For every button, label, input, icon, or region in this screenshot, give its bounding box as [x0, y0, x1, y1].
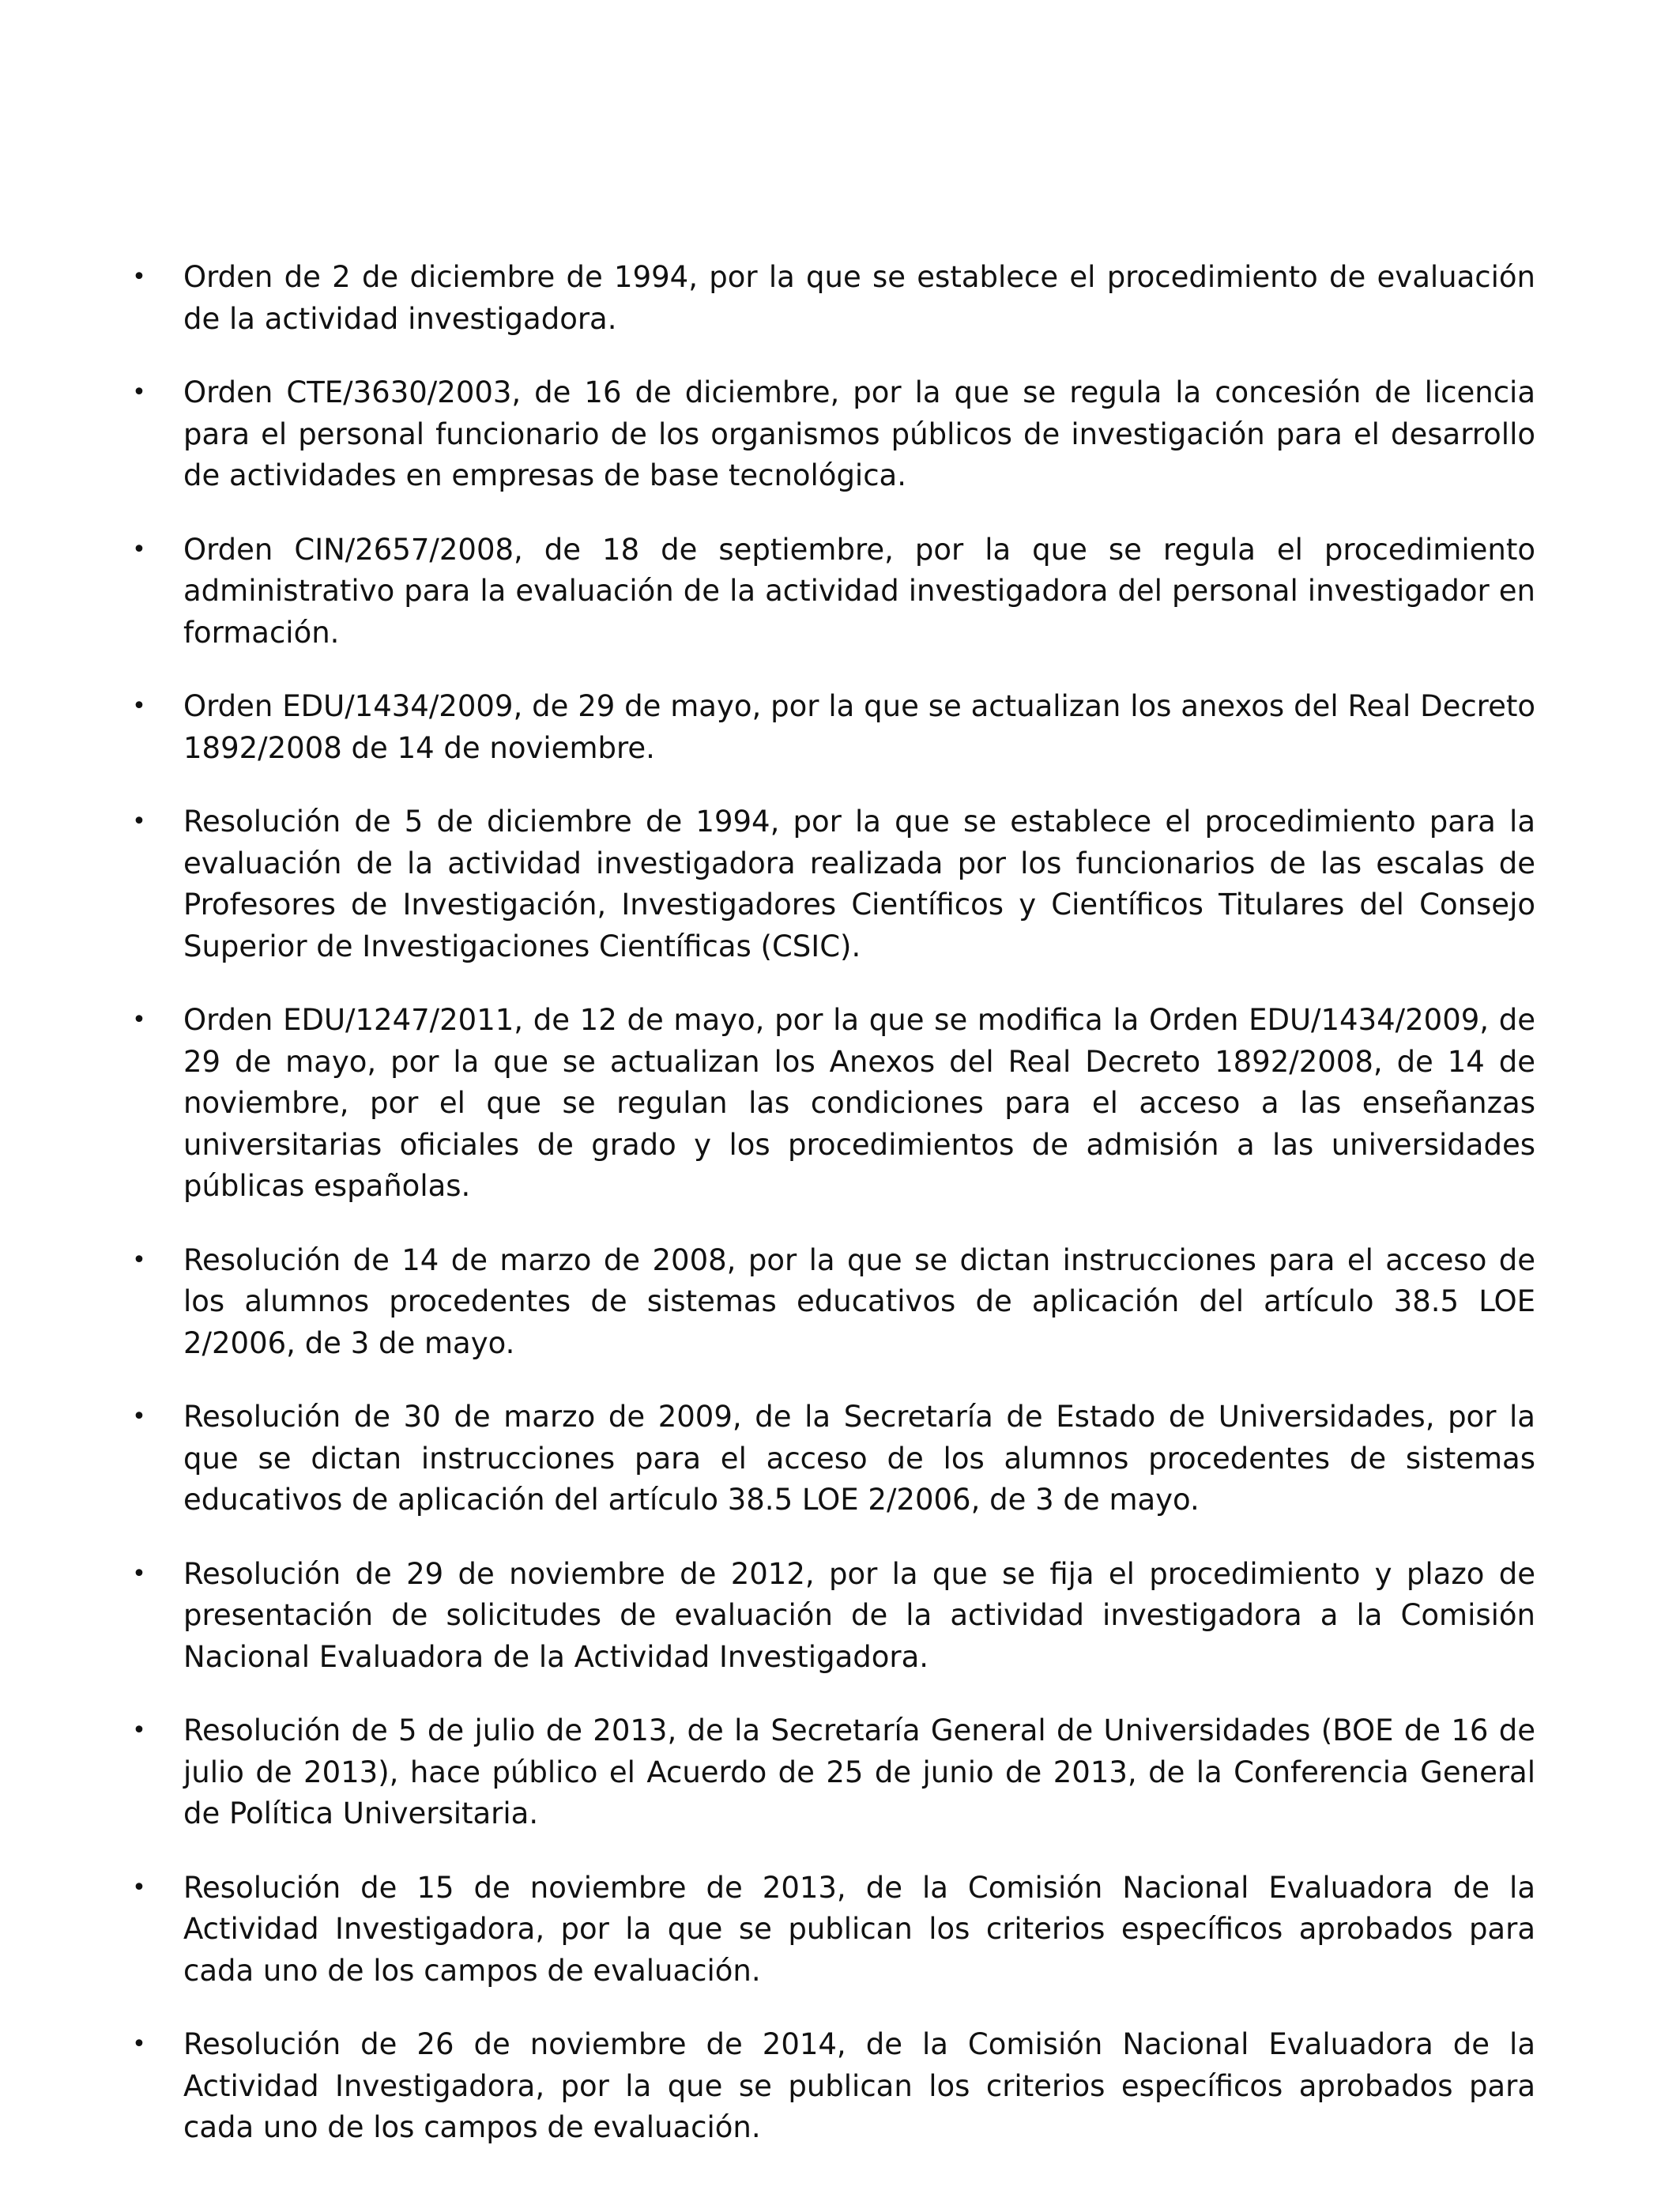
list-item-text: Resolución de 15 de noviembre de 2013, de la Comisión Nacional Evaluadora de la Actividad Investigadora, por la que se publican los criterios específicos aprobados para cada uno de los campos de evaluación. [183, 1870, 1535, 1988]
list-item [132, 1397, 1535, 1521]
bullet-icon: • [132, 808, 146, 835]
bullet-icon: • [132, 379, 146, 406]
list-item-text: Orden CIN/2657/2008, de 18 de septiembre, por la que se regula el procedimiento administrativo para la evaluación de la actividad investigadora del personal investigador en formación. [183, 532, 1535, 650]
list-item [132, 1868, 1535, 1992]
bullet-icon: • [132, 1717, 146, 1744]
list-item-text: Resolución de 14 de marzo de 2008, por la que se dictan instrucciones para el acceso de los alumnos procedentes de sistemas educativos de aplicación del artículo 38.5 LOE 2/2006, de 3 de mayo. [183, 1242, 1535, 1360]
list-item [132, 1240, 1535, 1365]
list-item-text: Resolución de 26 de noviembre de 2014, de la Comisión Nacional Evaluadora de la Actividad Investigadora, por la que se publican los criterios específicos aprobados para cada uno de los campos de evaluación. [183, 2027, 1535, 2144]
bullet-icon: • [132, 535, 146, 564]
list-item-text: Orden EDU/1247/2011, de 12 de mayo, por la que se modifica la Orden EDU/1434/2009, de 29 de mayo, por la que se actualizan los Anexos del Real Decreto 1892/2008, de 14 de noviembre, por el que se regulan las condiciones para el acceso a las enseñanzas universitarias oficiales de grado y los procedimientos de admisión a las universidades públicas españolas. [183, 1003, 1535, 1203]
bullet-icon: • [132, 1559, 146, 1588]
list-item [132, 530, 1535, 654]
list-item [132, 1000, 1535, 1208]
list-item-text: Orden CTE/3630/2003, de 16 de diciembre, por la que se regula la concesión de licencia para el personal funcionario de los organismos públicos de investigación para el desarrollo de actividades en empresas de base tecnológica. [183, 375, 1535, 492]
bullet-icon: • [132, 1246, 146, 1274]
list-item-text: Resolución de 5 de julio de 2013, de la Secretaría General de Universidades (BOE de 16 de julio de 2013), hace público el Acuerdo de 25 de junio de 2013, de la Conferencia General de Política Universitaria. [183, 1713, 1535, 1830]
list-item [132, 1554, 1535, 1679]
list-item [132, 801, 1535, 967]
list-item-text: Resolución de 5 de diciembre de 1994, por la que se establece el procedimiento para la evaluación de la actividad investigadora realizada por los funcionarios de las escalas de Profesores de Investigación, Investigadores Científicos y Científicos Titulares del Consejo Superior de Investigaciones Científicas (CSIC). [183, 805, 1535, 963]
list-item [132, 372, 1535, 497]
list-item-text: Orden EDU/1434/2009, de 29 de mayo, por la que se actualizan los anexos del Real Decreto 1892/2008 de 14 de noviembre. [183, 689, 1535, 765]
list-item [132, 2024, 1535, 2149]
bullet-icon: • [132, 1403, 146, 1431]
bullet-icon: • [132, 1006, 146, 1034]
list-item-text: Resolución de 30 de marzo de 2009, de la Secretaría de Estado de Universidades, por la que se dictan instrucciones para el acceso de los alumnos procedentes de sistemas educativos de aplicación del artículo 38.5 LOE 2/2006, de 3 de mayo. [183, 1400, 1535, 1517]
bullet-icon: • [132, 692, 146, 720]
list-item [132, 686, 1535, 769]
bullet-icon: • [132, 1873, 146, 1902]
list-item [132, 257, 1535, 340]
list-item [132, 1710, 1535, 1835]
list-item-text: Orden de 2 de diciembre de 1994, por la que se establece el procedimiento de evaluación de la actividad investigadora. [183, 260, 1535, 336]
bullet-icon: • [132, 263, 146, 291]
bullet-icon: • [132, 2030, 146, 2058]
regulation-list [132, 257, 1535, 2181]
list-item-text: Resolución de 29 de noviembre de 2012, por la que se fija el procedimiento y plazo de presentación de solicitudes de evaluación de la actividad investigadora a la Comisión Nacional Evaluadora de la Actividad Investigadora. [183, 1556, 1535, 1674]
